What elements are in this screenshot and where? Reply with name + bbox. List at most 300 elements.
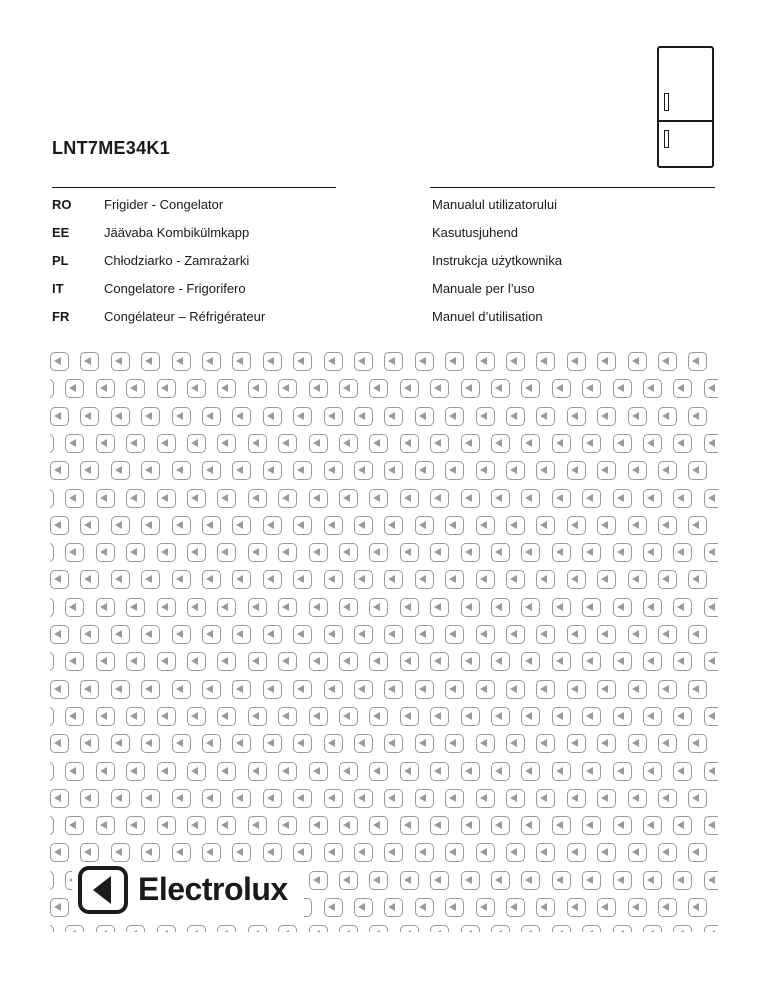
pattern-logo-tile	[96, 543, 115, 562]
pattern-logo-tile	[384, 352, 403, 371]
pattern-logo-tile	[293, 734, 312, 753]
pattern-logo-tile	[415, 352, 434, 371]
pattern-logo-tile	[688, 352, 707, 371]
pattern-logo-tile	[688, 680, 707, 699]
pattern-logo-tile	[278, 925, 297, 932]
pattern-logo-tile	[643, 816, 662, 835]
pattern-logo-tile	[80, 516, 99, 535]
pattern-logo-tile	[248, 489, 267, 508]
pattern-logo-tile	[445, 516, 464, 535]
pattern-logo-tile	[80, 680, 99, 699]
pattern-logo-tile	[141, 461, 160, 480]
pattern-logo-tile	[445, 734, 464, 753]
pattern-logo-tile	[461, 762, 480, 781]
pattern-logo-tile	[50, 407, 69, 426]
pattern-logo-tile	[187, 925, 206, 932]
pattern-logo-tile	[521, 871, 540, 890]
pattern-logo-tile	[324, 843, 343, 862]
pattern-logo-tile	[673, 543, 692, 562]
pattern-logo-tile	[704, 379, 718, 398]
pattern-logo-tile	[552, 925, 571, 932]
pattern-logo-tile	[50, 598, 54, 617]
pattern-logo-tile	[278, 707, 297, 726]
pattern-logo-tile	[232, 461, 251, 480]
pattern-logo-tile	[415, 625, 434, 644]
pattern-logo-tile	[339, 598, 358, 617]
pattern-logo-tile	[400, 871, 419, 890]
pattern-logo-tile	[658, 734, 677, 753]
pattern-logo-tile	[613, 707, 632, 726]
pattern-logo-tile	[384, 625, 403, 644]
pattern-logo-tile	[263, 789, 282, 808]
pattern-logo-tile	[369, 379, 388, 398]
pattern-logo-tile	[96, 707, 115, 726]
pattern-logo-tile	[476, 898, 495, 917]
pattern-logo-tile	[202, 461, 221, 480]
pattern-logo-tile	[293, 843, 312, 862]
pattern-logo-tile	[688, 407, 707, 426]
pattern-logo-tile	[111, 570, 130, 589]
pattern-logo-tile	[339, 762, 358, 781]
pattern-logo-tile	[96, 379, 115, 398]
pattern-logo-tile	[369, 816, 388, 835]
pattern-logo-tile	[400, 434, 419, 453]
pattern-logo-tile	[643, 762, 662, 781]
pattern-logo-tile	[111, 352, 130, 371]
pattern-logo-tile	[506, 625, 525, 644]
pattern-logo-tile	[248, 434, 267, 453]
pattern-logo-tile	[597, 789, 616, 808]
pattern-logo-tile	[491, 816, 510, 835]
electrolux-logo-pattern	[50, 352, 718, 932]
pattern-logo-tile	[688, 734, 707, 753]
pattern-logo-tile	[567, 625, 586, 644]
pattern-logo-tile	[369, 652, 388, 671]
pattern-logo-tile	[172, 352, 191, 371]
pattern-logo-tile	[96, 762, 115, 781]
pattern-logo-tile	[65, 707, 84, 726]
pattern-logo-tile	[187, 762, 206, 781]
pattern-logo-tile	[476, 570, 495, 589]
pattern-logo-tile	[202, 734, 221, 753]
pattern-logo-tile	[96, 434, 115, 453]
pattern-logo-tile	[157, 925, 176, 932]
pattern-logo-tile	[582, 871, 601, 890]
pattern-logo-tile	[157, 379, 176, 398]
product-name: Congelatore - Frigorifero	[104, 281, 246, 296]
pattern-logo-tile	[80, 625, 99, 644]
pattern-logo-tile	[339, 489, 358, 508]
pattern-logo-tile	[506, 461, 525, 480]
pattern-logo-tile	[111, 516, 130, 535]
pattern-logo-tile	[536, 516, 555, 535]
pattern-logo-tile	[521, 652, 540, 671]
pattern-logo-tile	[445, 843, 464, 862]
pattern-logo-tile	[324, 407, 343, 426]
pattern-logo-tile	[658, 461, 677, 480]
pattern-logo-tile	[415, 843, 434, 862]
pattern-logo-tile	[339, 379, 358, 398]
pattern-logo-tile	[202, 570, 221, 589]
pattern-logo-tile	[339, 925, 358, 932]
pattern-logo-tile	[400, 707, 419, 726]
pattern-logo-tile	[369, 707, 388, 726]
pattern-logo-tile	[658, 625, 677, 644]
pattern-logo-tile	[613, 598, 632, 617]
pattern-logo-tile	[65, 652, 84, 671]
pattern-logo-tile	[217, 434, 236, 453]
pattern-logo-tile	[217, 652, 236, 671]
pattern-logo-tile	[430, 379, 449, 398]
pattern-logo-tile	[643, 925, 662, 932]
pattern-logo-tile	[673, 762, 692, 781]
pattern-logo-tile	[263, 352, 282, 371]
pattern-logo-tile	[50, 352, 69, 371]
pattern-logo-tile	[461, 543, 480, 562]
pattern-logo-tile	[65, 598, 84, 617]
pattern-logo-tile	[445, 570, 464, 589]
pattern-logo-tile	[278, 598, 297, 617]
pattern-logo-tile	[491, 707, 510, 726]
pattern-logo-tile	[704, 434, 718, 453]
pattern-logo-tile	[354, 570, 373, 589]
pattern-logo-tile	[506, 680, 525, 699]
pattern-logo-tile	[476, 352, 495, 371]
pattern-logo-tile	[141, 352, 160, 371]
pattern-logo-tile	[476, 407, 495, 426]
pattern-logo-tile	[232, 570, 251, 589]
pattern-logo-tile	[491, 762, 510, 781]
electrolux-logo-icon	[78, 866, 128, 914]
pattern-logo-tile	[324, 516, 343, 535]
divider-left	[52, 187, 336, 188]
pattern-logo-tile	[704, 762, 718, 781]
pattern-logo-tile	[50, 734, 69, 753]
pattern-logo-tile	[643, 543, 662, 562]
pattern-logo-tile	[400, 762, 419, 781]
pattern-logo-tile	[415, 680, 434, 699]
pattern-logo-tile	[354, 352, 373, 371]
pattern-logo-tile	[354, 789, 373, 808]
manual-title: Manualul utilizatorului	[432, 197, 558, 212]
pattern-logo-tile	[552, 652, 571, 671]
pattern-logo-tile	[430, 434, 449, 453]
pattern-logo-tile	[126, 489, 145, 508]
pattern-logo-tile	[50, 925, 54, 932]
pattern-logo-tile	[126, 925, 145, 932]
product-name: Jäävaba Kombikülmkapp	[104, 225, 250, 240]
pattern-logo-tile	[445, 625, 464, 644]
pattern-logo-tile	[248, 925, 267, 932]
pattern-logo-tile	[384, 461, 403, 480]
pattern-logo-tile	[430, 543, 449, 562]
pattern-logo-tile	[232, 843, 251, 862]
pattern-logo-tile	[232, 734, 251, 753]
brand-logo	[72, 862, 304, 918]
pattern-logo-tile	[400, 652, 419, 671]
pattern-logo-tile	[324, 898, 343, 917]
pattern-logo-tile	[111, 789, 130, 808]
pattern-logo-tile	[521, 543, 540, 562]
pattern-logo-tile	[673, 434, 692, 453]
pattern-logo-tile	[688, 789, 707, 808]
pattern-logo-tile	[628, 516, 647, 535]
pattern-logo-tile	[293, 789, 312, 808]
pattern-logo-tile	[597, 680, 616, 699]
pattern-logo-tile	[50, 843, 69, 862]
pattern-logo-tile	[369, 543, 388, 562]
pattern-logo-tile	[141, 680, 160, 699]
pattern-logo-tile	[339, 434, 358, 453]
language-code: FR	[52, 309, 70, 324]
pattern-logo-tile	[567, 789, 586, 808]
language-code: PL	[52, 253, 69, 268]
pattern-logo-tile	[400, 816, 419, 835]
pattern-logo-tile	[80, 570, 99, 589]
pattern-logo-tile	[217, 925, 236, 932]
pattern-logo-tile	[80, 734, 99, 753]
pattern-logo-tile	[309, 434, 328, 453]
pattern-logo-tile	[491, 543, 510, 562]
pattern-logo-tile	[536, 352, 555, 371]
pattern-logo-tile	[461, 652, 480, 671]
pattern-logo-tile	[673, 871, 692, 890]
pattern-logo-tile	[673, 707, 692, 726]
pattern-logo-tile	[278, 762, 297, 781]
fridge-handle-top	[664, 93, 669, 111]
pattern-logo-tile	[552, 379, 571, 398]
pattern-logo-tile	[278, 543, 297, 562]
pattern-logo-tile	[354, 843, 373, 862]
pattern-logo-tile	[126, 598, 145, 617]
pattern-logo-tile	[263, 734, 282, 753]
pattern-logo-tile	[552, 434, 571, 453]
pattern-logo-tile	[506, 407, 525, 426]
pattern-logo-tile	[673, 489, 692, 508]
pattern-logo-tile	[232, 516, 251, 535]
pattern-logo-tile	[613, 762, 632, 781]
pattern-logo-tile	[582, 707, 601, 726]
pattern-logo-tile	[673, 652, 692, 671]
pattern-logo-tile	[536, 625, 555, 644]
pattern-logo-tile	[476, 680, 495, 699]
pattern-logo-tile	[673, 925, 692, 932]
pattern-logo-tile	[628, 461, 647, 480]
pattern-logo-tile	[430, 707, 449, 726]
pattern-logo-tile	[597, 461, 616, 480]
pattern-logo-tile	[141, 570, 160, 589]
pattern-logo-tile	[430, 816, 449, 835]
pattern-logo-tile	[400, 543, 419, 562]
pattern-logo-tile	[202, 843, 221, 862]
pattern-logo-tile	[552, 707, 571, 726]
pattern-logo-tile	[521, 925, 540, 932]
pattern-logo-tile	[461, 925, 480, 932]
pattern-logo-tile	[415, 789, 434, 808]
fridge-divider	[659, 120, 712, 122]
fridge-freezer-icon	[657, 46, 714, 168]
pattern-logo-tile	[445, 680, 464, 699]
pattern-logo-tile	[536, 734, 555, 753]
pattern-logo-tile	[339, 652, 358, 671]
language-code: IT	[52, 281, 64, 296]
pattern-logo-tile	[613, 816, 632, 835]
pattern-logo-tile	[704, 816, 718, 835]
pattern-logo-tile	[400, 489, 419, 508]
pattern-logo-tile	[111, 734, 130, 753]
pattern-logo-tile	[369, 489, 388, 508]
pattern-logo-tile	[172, 516, 191, 535]
pattern-logo-tile	[673, 379, 692, 398]
pattern-logo-tile	[613, 925, 632, 932]
pattern-logo-tile	[354, 461, 373, 480]
pattern-logo-tile	[445, 352, 464, 371]
brand-name: Electrolux	[138, 871, 288, 907]
pattern-logo-tile	[536, 407, 555, 426]
pattern-logo-tile	[141, 407, 160, 426]
product-name: Chłodziarko - Zamrażarki	[104, 253, 250, 268]
pattern-logo-tile	[263, 680, 282, 699]
pattern-logo-tile	[597, 352, 616, 371]
pattern-logo-tile	[80, 843, 99, 862]
pattern-logo-tile	[293, 516, 312, 535]
pattern-logo-tile	[309, 816, 328, 835]
pattern-logo-tile	[567, 898, 586, 917]
pattern-logo-tile	[521, 379, 540, 398]
pattern-logo-tile	[324, 625, 343, 644]
pattern-logo-tile	[126, 707, 145, 726]
pattern-logo-tile	[50, 762, 54, 781]
pattern-logo-tile	[187, 543, 206, 562]
pattern-logo-tile	[491, 871, 510, 890]
pattern-logo-tile	[476, 516, 495, 535]
product-name: Congélateur – Réfrigérateur	[104, 309, 266, 324]
pattern-logo-tile	[324, 570, 343, 589]
pattern-logo-tile	[263, 461, 282, 480]
pattern-logo-tile	[400, 598, 419, 617]
pattern-logo-tile	[126, 379, 145, 398]
pattern-logo-tile	[476, 625, 495, 644]
pattern-logo-tile	[65, 543, 84, 562]
pattern-logo-tile	[65, 434, 84, 453]
pattern-logo-tile	[278, 489, 297, 508]
pattern-logo-tile	[172, 680, 191, 699]
pattern-logo-tile	[96, 925, 115, 932]
pattern-logo-tile	[491, 598, 510, 617]
pattern-logo-tile	[50, 816, 54, 835]
manual-title: Instrukcja użytkownika	[432, 253, 563, 268]
pattern-logo-tile	[50, 516, 69, 535]
pattern-logo-tile	[50, 789, 69, 808]
pattern-logo-tile	[157, 762, 176, 781]
pattern-logo-tile	[141, 625, 160, 644]
pattern-logo-tile	[445, 407, 464, 426]
pattern-logo-tile	[339, 871, 358, 890]
pattern-logo-tile	[80, 352, 99, 371]
pattern-logo-tile	[415, 734, 434, 753]
pattern-logo-tile	[582, 598, 601, 617]
pattern-logo-tile	[658, 789, 677, 808]
pattern-logo-tile	[506, 570, 525, 589]
pattern-logo-tile	[704, 925, 718, 932]
pattern-logo-tile	[582, 925, 601, 932]
pattern-logo-tile	[643, 598, 662, 617]
pattern-logo-tile	[65, 925, 84, 932]
pattern-logo-tile	[324, 734, 343, 753]
pattern-logo-tile	[309, 925, 328, 932]
pattern-logo-tile	[658, 407, 677, 426]
pattern-logo-tile	[248, 652, 267, 671]
pattern-logo-tile	[461, 434, 480, 453]
pattern-logo-tile	[628, 407, 647, 426]
pattern-logo-tile	[506, 843, 525, 862]
pattern-logo-tile	[309, 379, 328, 398]
pattern-logo-tile	[141, 516, 160, 535]
pattern-logo-tile	[339, 816, 358, 835]
pattern-logo-tile	[400, 379, 419, 398]
pattern-logo-tile	[506, 734, 525, 753]
pattern-logo-tile	[50, 898, 69, 917]
pattern-logo-tile	[202, 407, 221, 426]
pattern-logo-tile	[597, 407, 616, 426]
pattern-logo-tile	[506, 898, 525, 917]
pattern-logo-tile	[415, 898, 434, 917]
pattern-logo-tile	[658, 570, 677, 589]
pattern-logo-tile	[658, 680, 677, 699]
pattern-logo-tile	[628, 843, 647, 862]
pattern-logo-tile	[613, 652, 632, 671]
pattern-logo-tile	[96, 652, 115, 671]
pattern-logo-tile	[536, 898, 555, 917]
pattern-logo-tile	[613, 543, 632, 562]
pattern-logo-tile	[217, 816, 236, 835]
pattern-logo-tile	[354, 407, 373, 426]
pattern-logo-tile	[278, 434, 297, 453]
divider-right	[430, 187, 715, 188]
pattern-logo-tile	[202, 789, 221, 808]
pattern-logo-tile	[126, 816, 145, 835]
pattern-logo-tile	[567, 680, 586, 699]
pattern-logo-tile	[430, 871, 449, 890]
pattern-logo-tile	[65, 816, 84, 835]
pattern-logo-tile	[293, 570, 312, 589]
pattern-logo-tile	[263, 843, 282, 862]
pattern-logo-tile	[688, 461, 707, 480]
pattern-logo-tile	[187, 816, 206, 835]
pattern-logo-tile	[354, 516, 373, 535]
pattern-logo-tile	[552, 816, 571, 835]
pattern-logo-tile	[521, 762, 540, 781]
pattern-logo-tile	[278, 652, 297, 671]
pattern-logo-tile	[157, 707, 176, 726]
pattern-logo-tile	[80, 407, 99, 426]
pattern-logo-tile	[461, 707, 480, 726]
pattern-logo-tile	[704, 707, 718, 726]
manual-title: Manuale per l’uso	[432, 281, 535, 296]
pattern-logo-tile	[415, 407, 434, 426]
pattern-logo-tile	[597, 734, 616, 753]
pattern-logo-tile	[384, 407, 403, 426]
pattern-logo-tile	[628, 570, 647, 589]
pattern-logo-tile	[643, 707, 662, 726]
pattern-logo-tile	[96, 489, 115, 508]
pattern-logo-tile	[567, 734, 586, 753]
pattern-logo-tile	[324, 461, 343, 480]
pattern-logo-tile	[217, 707, 236, 726]
pattern-logo-tile	[536, 570, 555, 589]
pattern-logo-tile	[248, 598, 267, 617]
pattern-logo-tile	[461, 816, 480, 835]
